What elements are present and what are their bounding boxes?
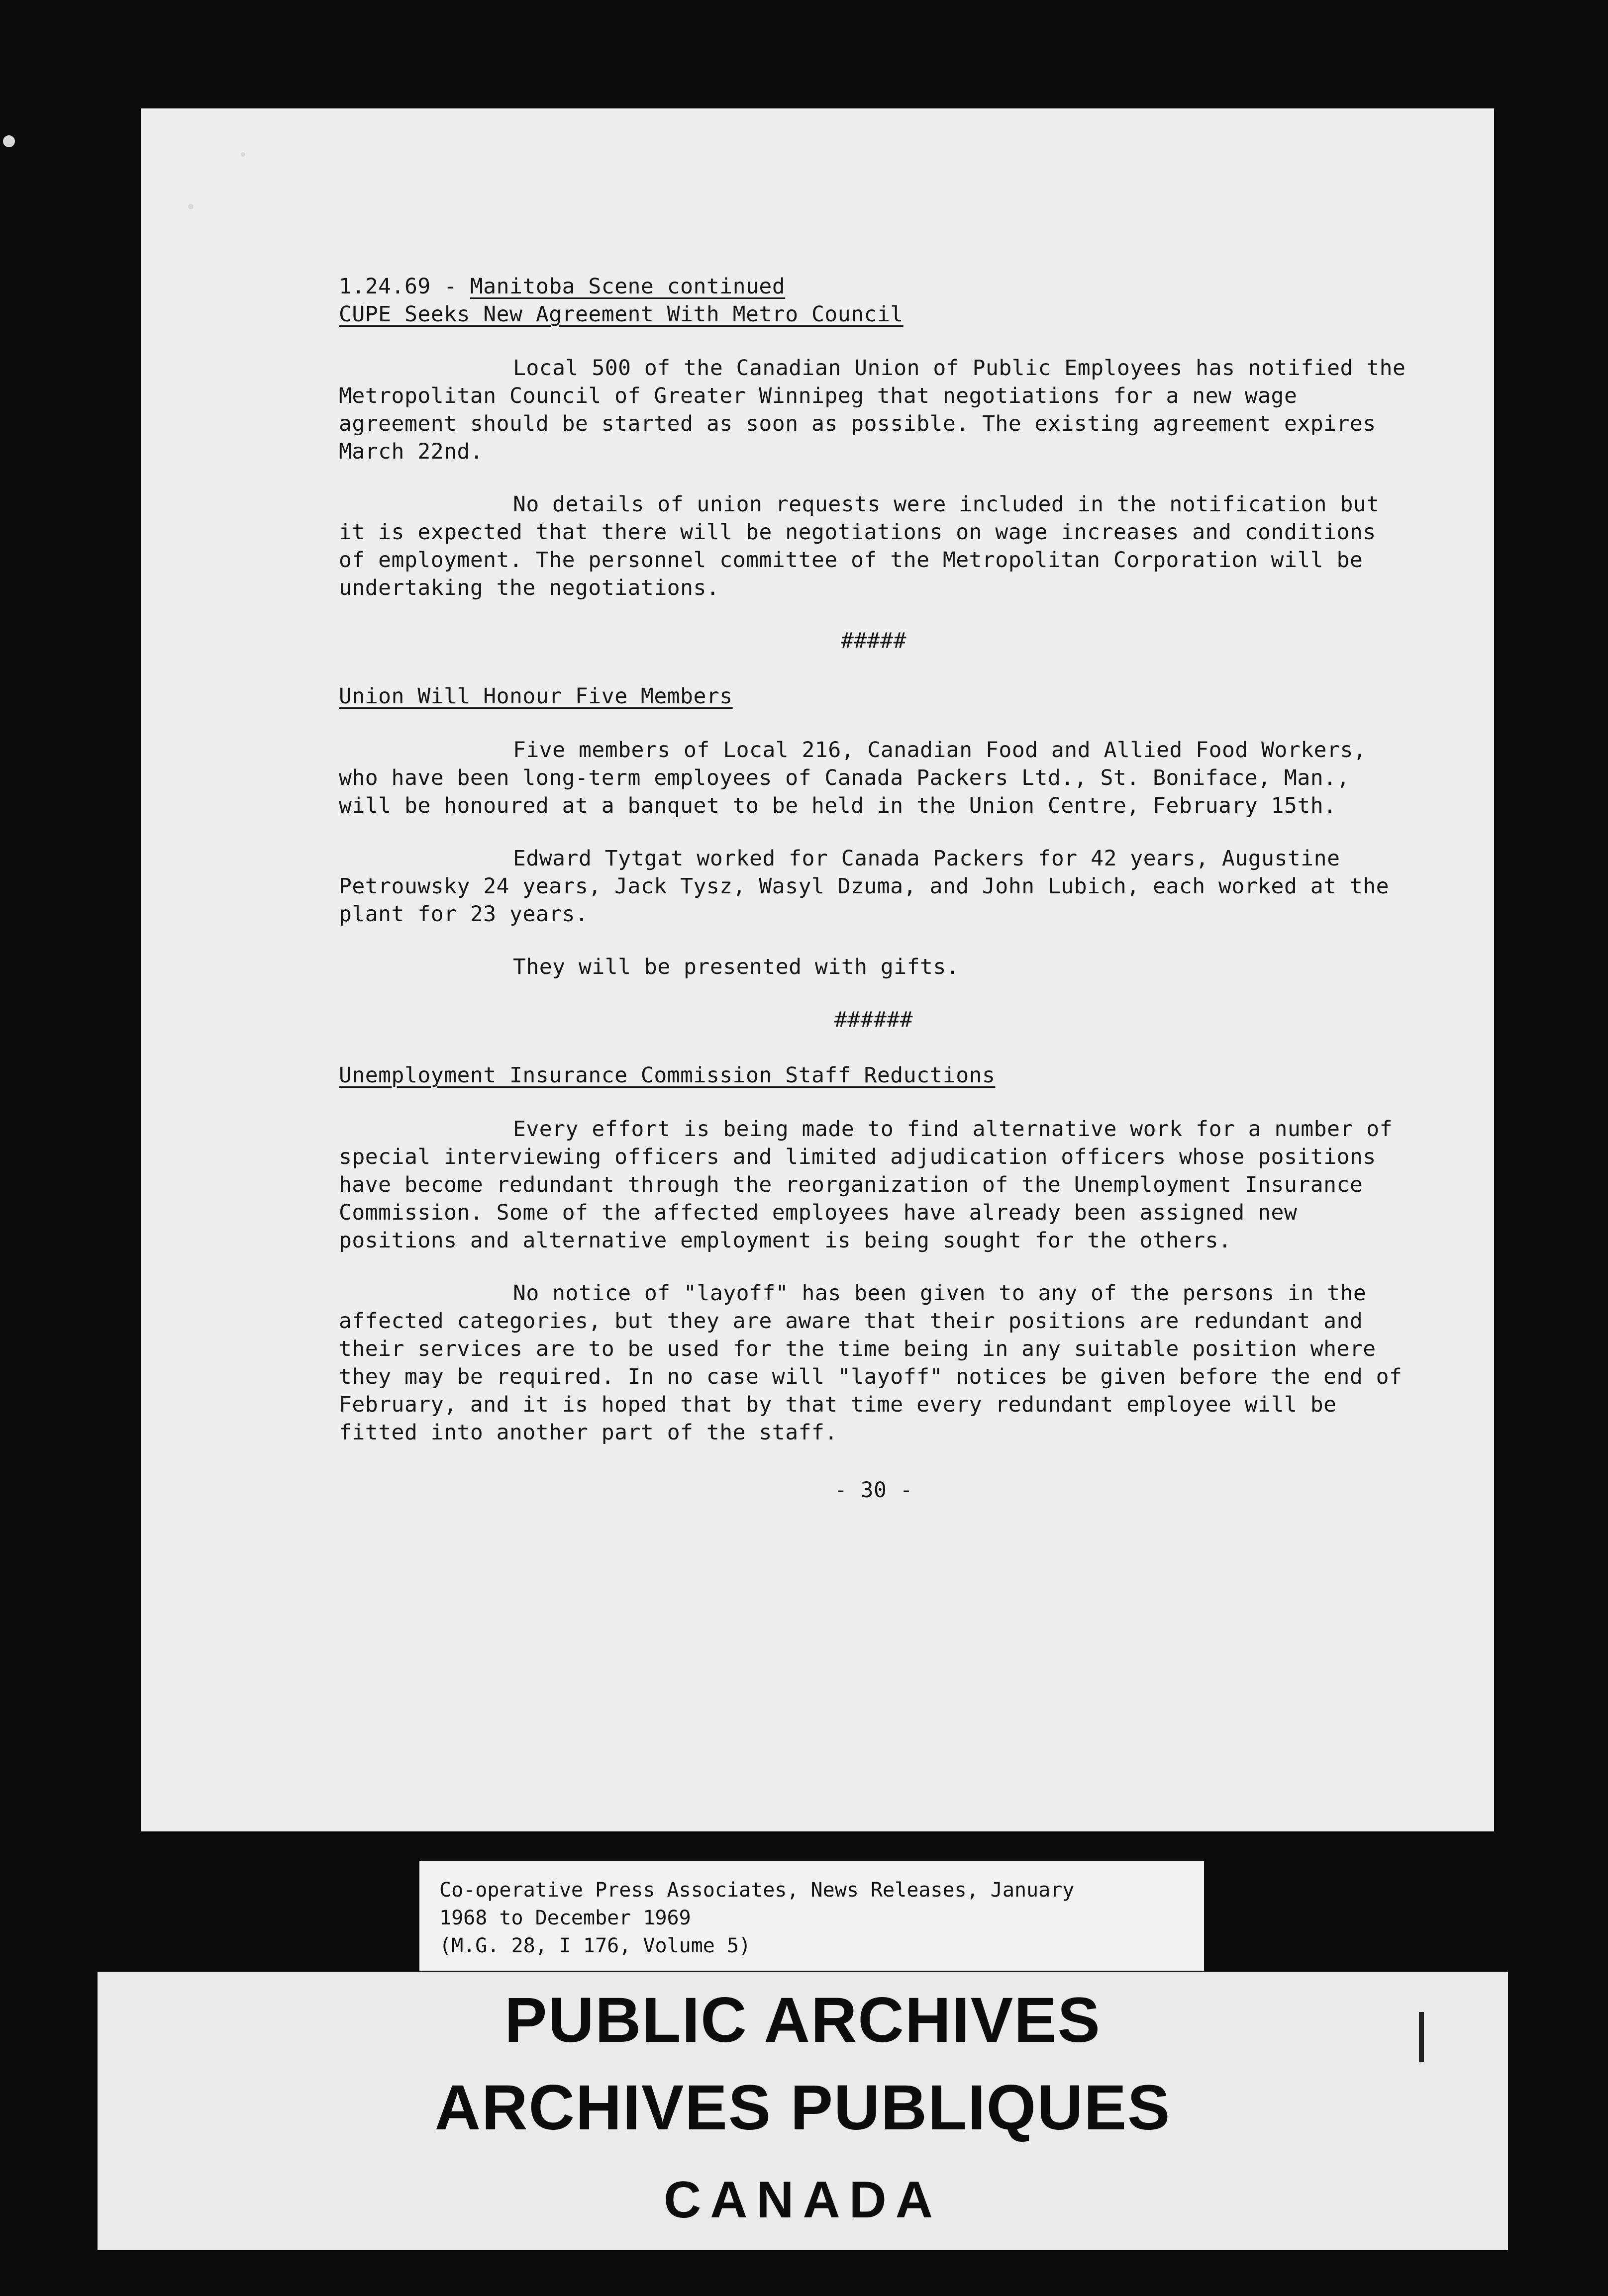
page-header — [339, 273, 1408, 300]
section-separator: ###### — [834, 1007, 913, 1032]
header-title: Manitoba Scene continued — [470, 274, 786, 299]
archive-label-card — [419, 1861, 1204, 1971]
archive-label-line: 1968 to December 1969 — [439, 1907, 691, 1929]
section-heading: Union Will Honour Five Members — [339, 684, 733, 709]
section-heading: Unemployment Insurance Commission Staff Reductions — [339, 1063, 996, 1088]
paragraph: No notice of "layoff" has been given to any of the persons in the affected categories, but they are aware that their positions are redundant and their services are to be used for the time being in any suitable position where they may be required. In no case will "layoff" notices be given before the end of February, and it is hoped that by that time every redundant employee will be fitted into another part of the staff. — [339, 1281, 1403, 1445]
header-date: 1.24.69 — [339, 274, 431, 299]
archive-label-line: (M.G. 28, I 176, Volume 5) — [439, 1934, 751, 1957]
scan-speck — [1419, 2012, 1424, 2062]
scan-speck — [188, 204, 194, 209]
paragraph: No details of union requests were included in the notification but it is expected that there will be negotiations on wage increases and conditions of employment. The personnel committee of the Metropolitan Corporation will be undertaking the negotiations. — [339, 492, 1380, 600]
section-heading: CUPE Seeks New Agreement With Metro Council — [339, 302, 904, 327]
stamp-line-country: CANADA — [664, 2171, 942, 2229]
section-separator: ##### — [841, 628, 906, 653]
document-page — [141, 108, 1494, 1831]
stamp-line-english: PUBLIC ARCHIVES — [504, 1985, 1101, 2056]
page-number: - 30 - — [834, 1478, 913, 1503]
archive-label-line: Co-operative Press Associates, News Releases, January — [439, 1879, 1075, 1902]
paragraph: Every effort is being made to find alternative work for a number of special interviewing officers and limited adjudication officers whose positions have become redundant through the reorganization of the Unemployment Insurance Commission. Some of the affected employees have already been assigned new positions and alternative employment is being sought for the others. — [339, 1117, 1393, 1253]
stamp-line-french: ARCHIVES PUBLIQUES — [434, 2072, 1171, 2143]
scan-speck — [3, 135, 15, 147]
paragraph: They will be presented with gifts. — [513, 955, 960, 979]
paragraph: Five members of Local 216, Canadian Food and Allied Food Workers, who have been long-term employees of Canada Packers Ltd., St. Boniface, Man., will be honoured at a banquet to be held in the Union Centre, February 15th. — [339, 738, 1367, 818]
paragraph: Edward Tytgat worked for Canada Packers for 42 years, Augustine Petrouwsky 24 years, Jack Tysz, Wasyl Dzuma, and John Lubich, each worked at the plant for 23 years. — [339, 846, 1390, 927]
scan-speck — [241, 152, 245, 157]
paragraph: Local 500 of the Canadian Union of Public Employees has notified the Metropolitan Council of Greater Winnipeg that negotiations for a new wage agreement should be started as soon as possible. The existing agreement expires March 22nd. — [339, 356, 1406, 464]
archives-stamp — [98, 1972, 1508, 2250]
header-dash: - — [430, 274, 470, 299]
document-body — [339, 273, 1408, 1504]
